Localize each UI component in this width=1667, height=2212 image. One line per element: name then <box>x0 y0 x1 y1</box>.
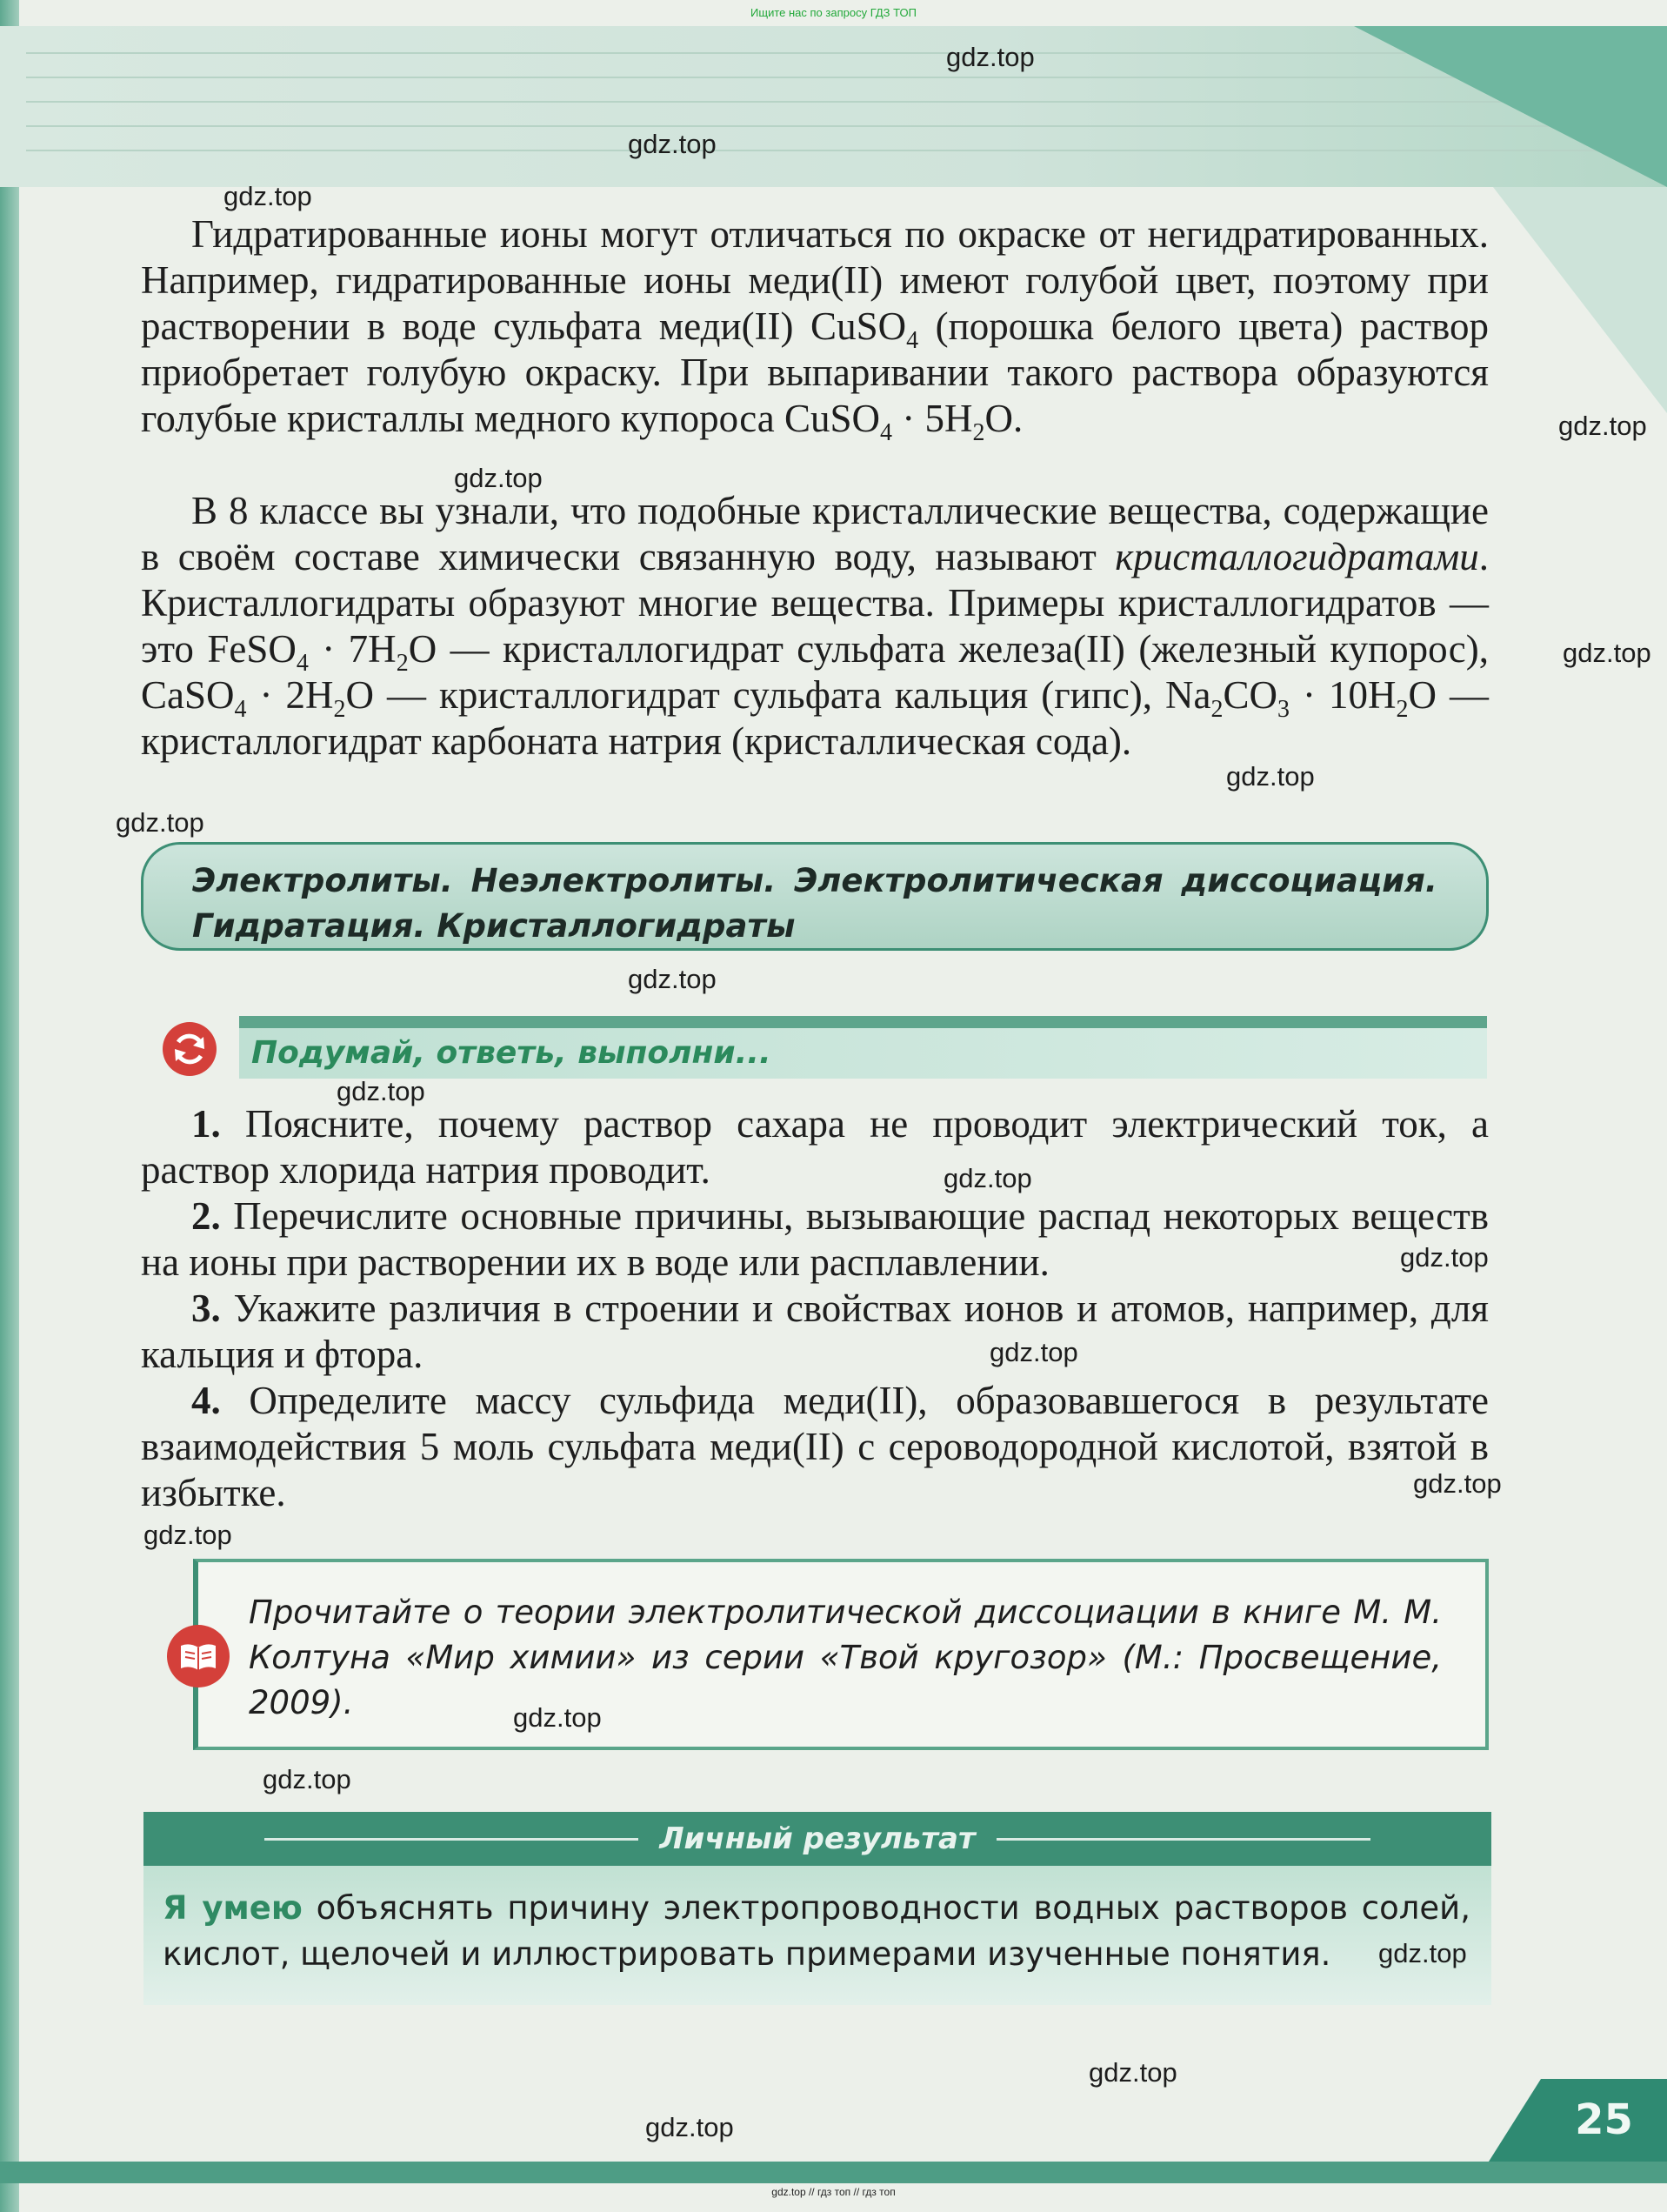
watermark: gdz.top <box>628 964 717 994</box>
footer-links[interactable]: gdz.top // гдз топ // гдз топ <box>771 2186 896 2198</box>
watermark: gdz.top <box>1400 1242 1489 1273</box>
watermark: gdz.top <box>337 1076 425 1106</box>
book-icon <box>167 1625 230 1687</box>
questions-list <box>141 1101 1489 1516</box>
watermark: gdz.top <box>116 807 204 838</box>
watermark: gdz.top <box>944 1163 1032 1193</box>
questions-heading: Подумай, ответь, выполни... <box>239 1016 1487 1079</box>
term-crystallohydrates: кристаллогидратами <box>1115 535 1479 578</box>
header-band <box>0 26 1667 187</box>
watermark: gdz.top <box>223 181 312 211</box>
reading-recommendation: Прочитайте о теории электролитической диссоциации в книге М. М. Колтуна «Мир химии» из серии «Твой кругозор» (М.: Просвещение, 2009). <box>193 1559 1489 1750</box>
personal-result-title: Личный результат <box>659 1821 976 1856</box>
watermark: gdz.top <box>946 42 1035 72</box>
question-item: 3. Укажите различия в строении и свойствах ионов и атомов, например, для кальция и фтора. <box>141 1286 1489 1376</box>
watermark: gdz.top <box>628 129 717 159</box>
watermark: gdz.top <box>990 1337 1078 1367</box>
watermark: gdz.top <box>1413 1468 1502 1499</box>
personal-result-header <box>143 1812 1491 1866</box>
refresh-icon <box>163 1022 217 1076</box>
bottom-strip <box>0 2162 1667 2183</box>
question-item: 4. Определите массу сульфида меди(II), образовавшегося в результате взаимодействия 5 моль сульфата меди(II) с сероводородной кислотой, взятой в избытке. <box>141 1379 1489 1514</box>
left-page-edge <box>0 0 19 2212</box>
key-terms-box: Электролиты. Неэлектролиты. Электролитическая диссоциация. Гидратация. Кристаллогидраты <box>141 842 1489 951</box>
watermark: gdz.top <box>513 1702 602 1733</box>
question-item: 2. Перечислите основные причины, вызывающие распад некоторых веществ на ионы при растворении их в воде или расплавлении. <box>141 1194 1489 1284</box>
paragraph-1: Гидратированные ионы могут отличаться по окраске от негидратированных. Например, гидратированные ионы меди(II) имеют голубой цвет, поэтому при растворении в воде сульфата меди(II) CuSO$_4$ (порошка белого цвета) раствор приобретает голубую окраску. При выпаривании такого раствора образуются голубые кристаллы медного купороса CuSO$_4$ · $5H_2O$. <box>141 212 1489 446</box>
watermark: gdz.top <box>263 1764 351 1794</box>
question-item: 1. Поясните, почему раствор сахара не проводит электрический ток, а раствор хлорида натрия проводит. <box>141 1102 1489 1192</box>
decorative-wedge <box>1493 187 1667 413</box>
watermark: gdz.top <box>1226 761 1315 792</box>
watermark: gdz.top <box>454 463 543 493</box>
watermark: gdz.top <box>143 1520 232 1550</box>
personal-result-body: Я умею объяснять причину электропроводности водных растворов солей, кислот, щелочей и иллюстрировать примерами изученные понятия. <box>143 1866 1491 2005</box>
watermark: gdz.top <box>1558 411 1647 441</box>
watermark: gdz.top <box>645 2112 734 2142</box>
watermark: gdz.top <box>1089 2057 1177 2088</box>
watermark: gdz.top <box>1563 638 1651 668</box>
page-number: 25 <box>1541 2079 1667 2162</box>
top-banner[interactable]: Ищите нас по запросу ГДЗ ТОП <box>750 6 917 19</box>
watermark: gdz.top <box>1378 1938 1467 1968</box>
result-lead: Я умею <box>163 1889 303 1927</box>
paragraph-2: В 8 классе вы узнали, что подобные кристаллические вещества, содержащие в своём составе химически связанную воду, называют кристаллогидратами. Кристаллогидраты образуют многие вещества. Примеры кристаллогидратов — это FeSO$_4$ · $7H_2O$ — кристаллогидрат сульфата железа(II) (железный купорос), CaSO$_4$ · $2H_2O$ — кристаллогидрат сульфата кальция (гипс), $Na_2CO_3 \cdot 10H_2O$ — кристаллогидрат карбоната натрия (кристаллическая сода). <box>141 489 1490 763</box>
page-number-corner <box>1489 2079 1541 2162</box>
